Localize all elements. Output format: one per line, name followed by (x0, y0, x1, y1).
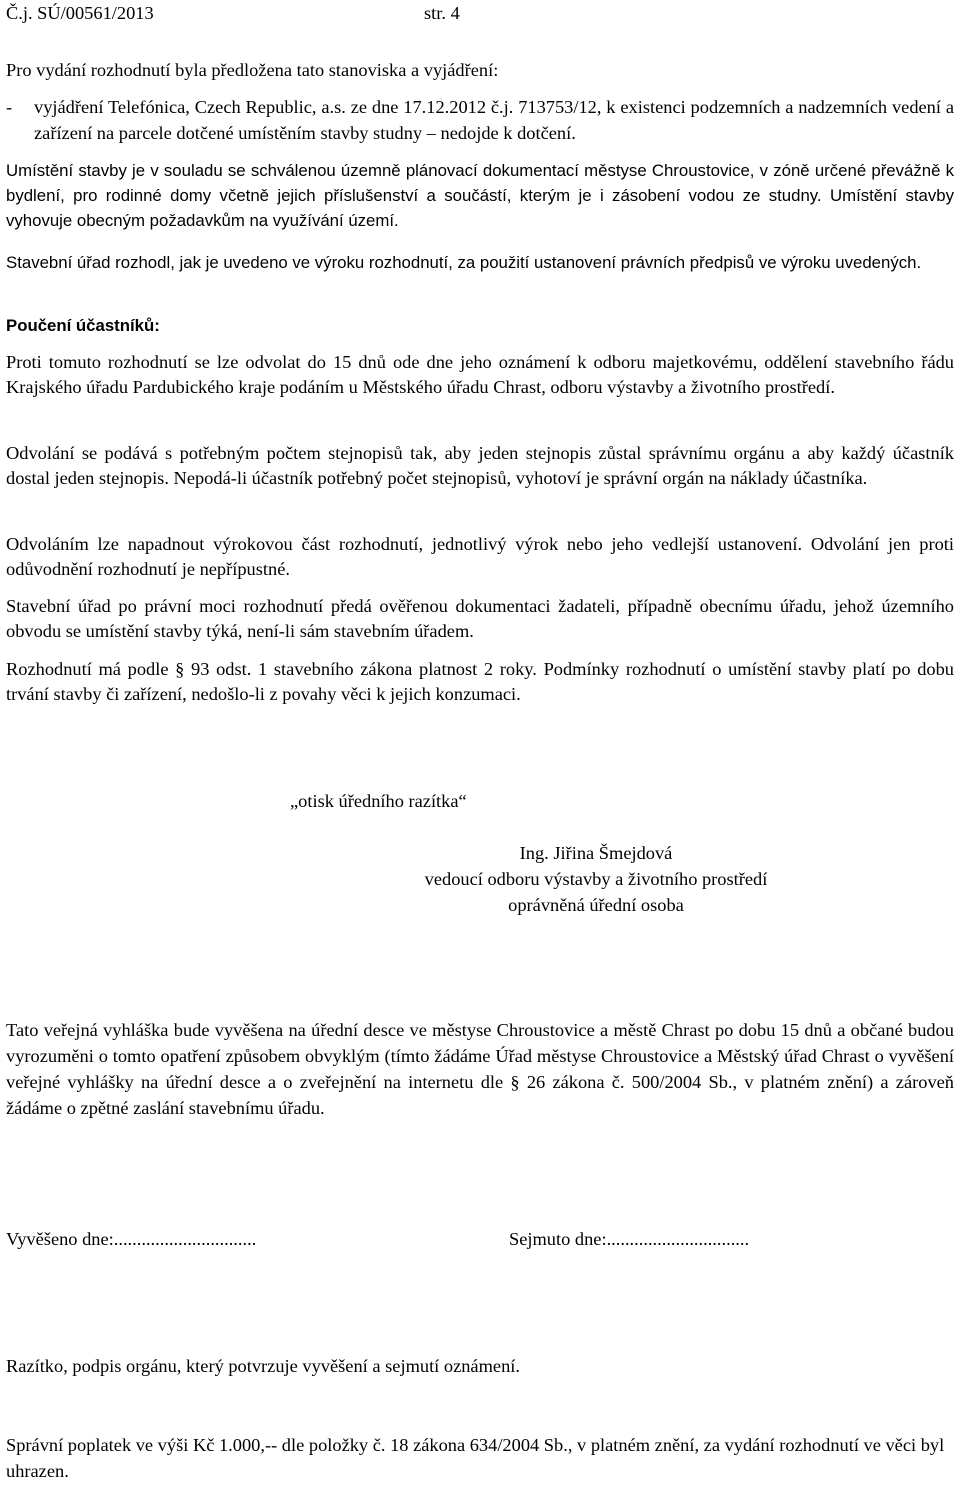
zoning-text: Umístění stavby je v souladu se schválenou územně plánovací dokumentací městyse Chroustovice, v zóně určené převážně k bydlení, pro rodinné domy včetně jejich příslušenství a součástí, kterým je i zásobení vodou ze studny. (6, 161, 954, 205)
validity-paragraph: Rozhodnutí má podle § 93 odst. 1 stavebního zákona platnost 2 roky. Podmínky rozhodnutí o umístění stavby platí po dobu trvání stavby či zařízení, nedošlo-li z povahy věci k jejich konzumaci. (6, 659, 954, 704)
stamp-placeholder: „otisk úředního razítka“ (290, 791, 467, 811)
statement-list (6, 94, 954, 146)
administrative-fee-paragraph: Správní poplatek ve výši Kč 1.000,-- dle položky č. 18 zákona 634/2004 Sb., v platném znění, za vydání rozhodnutí ve věci byl uhrazen. (6, 1435, 945, 1481)
posted-date-field: Vyvěšeno dne:............................... (6, 1229, 257, 1249)
signature-block (0, 840, 960, 918)
page-header (6, 0, 460, 26)
statements-intro: Pro vydání rozhodnutí byla předložena tato stanoviska a vyjádření: (6, 60, 499, 80)
appeal-copies-paragraph: Odvolání se podává s potřebným počtem stejnopisů tak, aby jeden stejnopis zůstal správnímu orgánu a aby každý účastník dostal jeden stejnopis. Nepodá-li účastník potřebný počet stejnopisů, vyhotoví je správní orgán na náklady účastníka. (6, 443, 954, 488)
reference-number: Č.j. SÚ/00561/2013 (6, 3, 154, 23)
zoning-text-2: Umístění stavby vyhovuje obecným požadavkům na využívání území. (6, 186, 955, 230)
zoning-paragraph (6, 158, 954, 233)
appeal-paragraph: Proti tomuto rozhodnutí se lze odvolat do 15 dnů ode dne jeho oznámení k odboru majetkovému, oddělení stavebního řádu Krajského úřadu Pardubického kraje podáním u Městského úřadu Chrast, odboru výstavby a životního prostředí. (6, 352, 954, 397)
list-dash: - (6, 97, 13, 117)
instruction-heading: Poučení účastníků: (6, 316, 160, 335)
posting-dates (6, 1226, 954, 1252)
signatory-name: Ing. Jiřina Šmejdová (519, 843, 673, 863)
documentation-paragraph: Stavební úřad po právní moci rozhodnutí předá ověřenou dokumentaci žadateli, případně obecnímu úřadu, jehož územního obvodu se umístění stavby týká, není-li sám stavebním úřadem. (6, 596, 954, 641)
appeal-scope-paragraph: Odvoláním lze napadnout výrokovou část rozhodnutí, jednotlivý výrok nebo jeho vedlejší ustanovení. Odvolání jen proti odůvodnění rozhodnutí je nepřípustné. (6, 534, 954, 579)
statement-text: vyjádření Telefónica, Czech Republic, a.s. ze dne 17.12.2012 č.j. 713753/12, k existenci podzemních a nadzemních vedení a zařízení na parcele dotčené umístěním stavby studny – nedojde k dotčení. (34, 97, 954, 143)
statement-item (6, 94, 954, 146)
removed-date-field: Sejmuto dne:............................... (509, 1229, 750, 1249)
public-notice-paragraph: Tato veřejná vyhláška bude vyvěšena na úřední desce ve městyse Chroustovice a městě Chrast po dobu 15 dnů a občané budou vyrozuměni o tomto opatření způsobem obvyklým (tímto žádáme Úřad městyse Chroustovice a Městský úřad Chrast o vyvěšení veřejné vyhlášky na úřední desce a o zveřejnění na internetu dle § 26 zákona č. 500/2004 Sb., v platném znění) a zároveň žádáme o zpětné zaslání stavebnímu úřadu. (6, 1020, 954, 1118)
stamp-signature-line: Razítko, podpis orgánu, který potvrzuje vyvěšení a sejmutí oznámení. (6, 1356, 520, 1376)
page-number: str. 4 (424, 3, 460, 23)
decision-basis-paragraph: Stavební úřad rozhodl, jak je uvedeno ve výroku rozhodnutí, za použití ustanovení právních předpisů ve výroku uvedených. (6, 253, 922, 272)
signatory-role: vedoucí odboru výstavby a životního prostředí (424, 869, 768, 889)
signatory-authority: oprávněná úřední osoba (508, 895, 684, 915)
